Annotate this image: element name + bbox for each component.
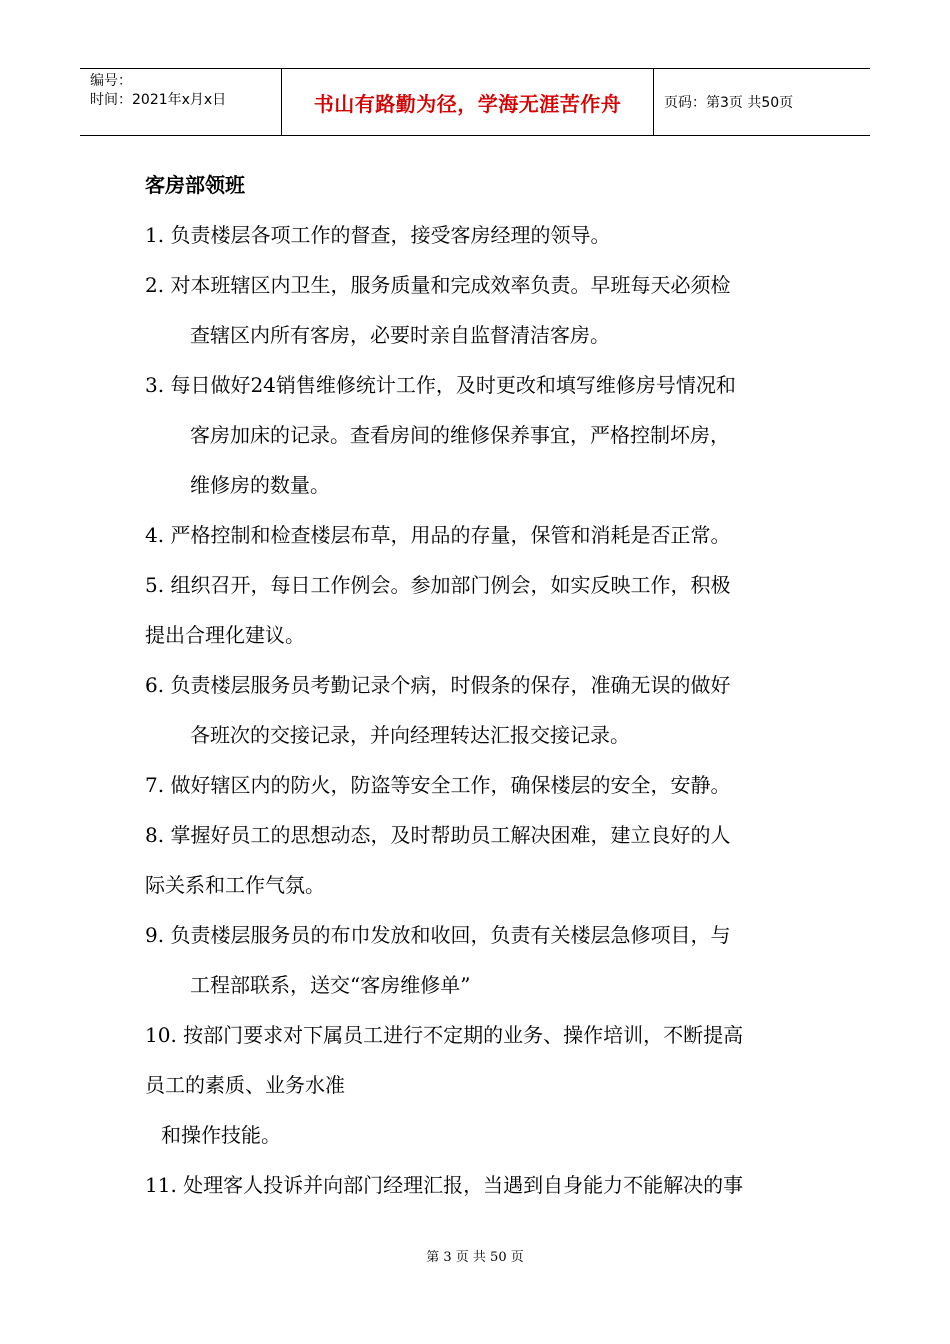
text-line: 3. 每日做好24销售维修统计工作，及时更改和填写维修房号情况和	[145, 373, 736, 397]
text-line: 员工的素质、业务水准	[145, 1073, 345, 1097]
number-label: 编号：	[90, 73, 132, 89]
header-meta	[80, 69, 282, 135]
text-line: 5. 组织召开，每日工作例会。参加部门例会，如实反映工作，积极	[145, 573, 731, 597]
page-footer: 第 3 页 共 50 页	[426, 1250, 524, 1265]
document-body	[145, 160, 815, 1210]
text-line: 6. 负责楼层服务员考勤记录个病，时假条的保存，准确无误的做好	[145, 673, 731, 697]
text-line: 9. 负责楼层服务员的布巾发放和收回，负责有关楼层急修项目，与	[145, 923, 731, 947]
section-title: 客房部领班	[145, 173, 245, 197]
text-line: 4. 严格控制和检查楼层布草，用品的存量，保管和消耗是否正常。	[145, 523, 731, 547]
text-line: 8. 掌握好员工的思想动态，及时帮助员工解决困难，建立良好的人	[145, 823, 731, 847]
text-line: 查辖区内所有客房，必要时亲自监督清洁客房。	[190, 323, 610, 347]
header-page-info: 页码：第3页 共50页	[664, 95, 794, 111]
text-line: 维修房的数量。	[190, 473, 330, 497]
text-line: 10. 按部门要求对下属员工进行不定期的业务、操作培训，不断提高	[145, 1023, 744, 1047]
header-motto: 书山有路勤为径，学海无涯苦作舟	[282, 69, 654, 135]
text-line: 7. 做好辖区内的防火，防盗等安全工作，确保楼层的安全，安静。	[145, 773, 731, 797]
text-line: 工程部联系，送交“客房维修单”	[190, 973, 471, 997]
text-line: 客房加床的记录。查看房间的维修保养事宜，严格控制坏房，	[190, 423, 730, 447]
page-header	[80, 68, 870, 136]
text-line: 11. 处理客人投诉并向部门经理汇报，当遇到自身能力不能解决的事	[145, 1173, 744, 1197]
text-line: 各班次的交接记录，并向经理转达汇报交接记录。	[190, 723, 630, 747]
text-line: 1. 负责楼层各项工作的督查，接受客房经理的领导。	[145, 223, 611, 247]
text-line: 2. 对本班辖区内卫生，服务质量和完成效率负责。早班每天必须检	[145, 273, 731, 297]
text-line: 和操作技能。	[161, 1123, 281, 1147]
text-line: 提出合理化建议。	[145, 623, 305, 647]
time-label: 时间：2021年x月x日	[90, 92, 227, 108]
text-line: 际关系和工作气氛。	[145, 873, 325, 897]
